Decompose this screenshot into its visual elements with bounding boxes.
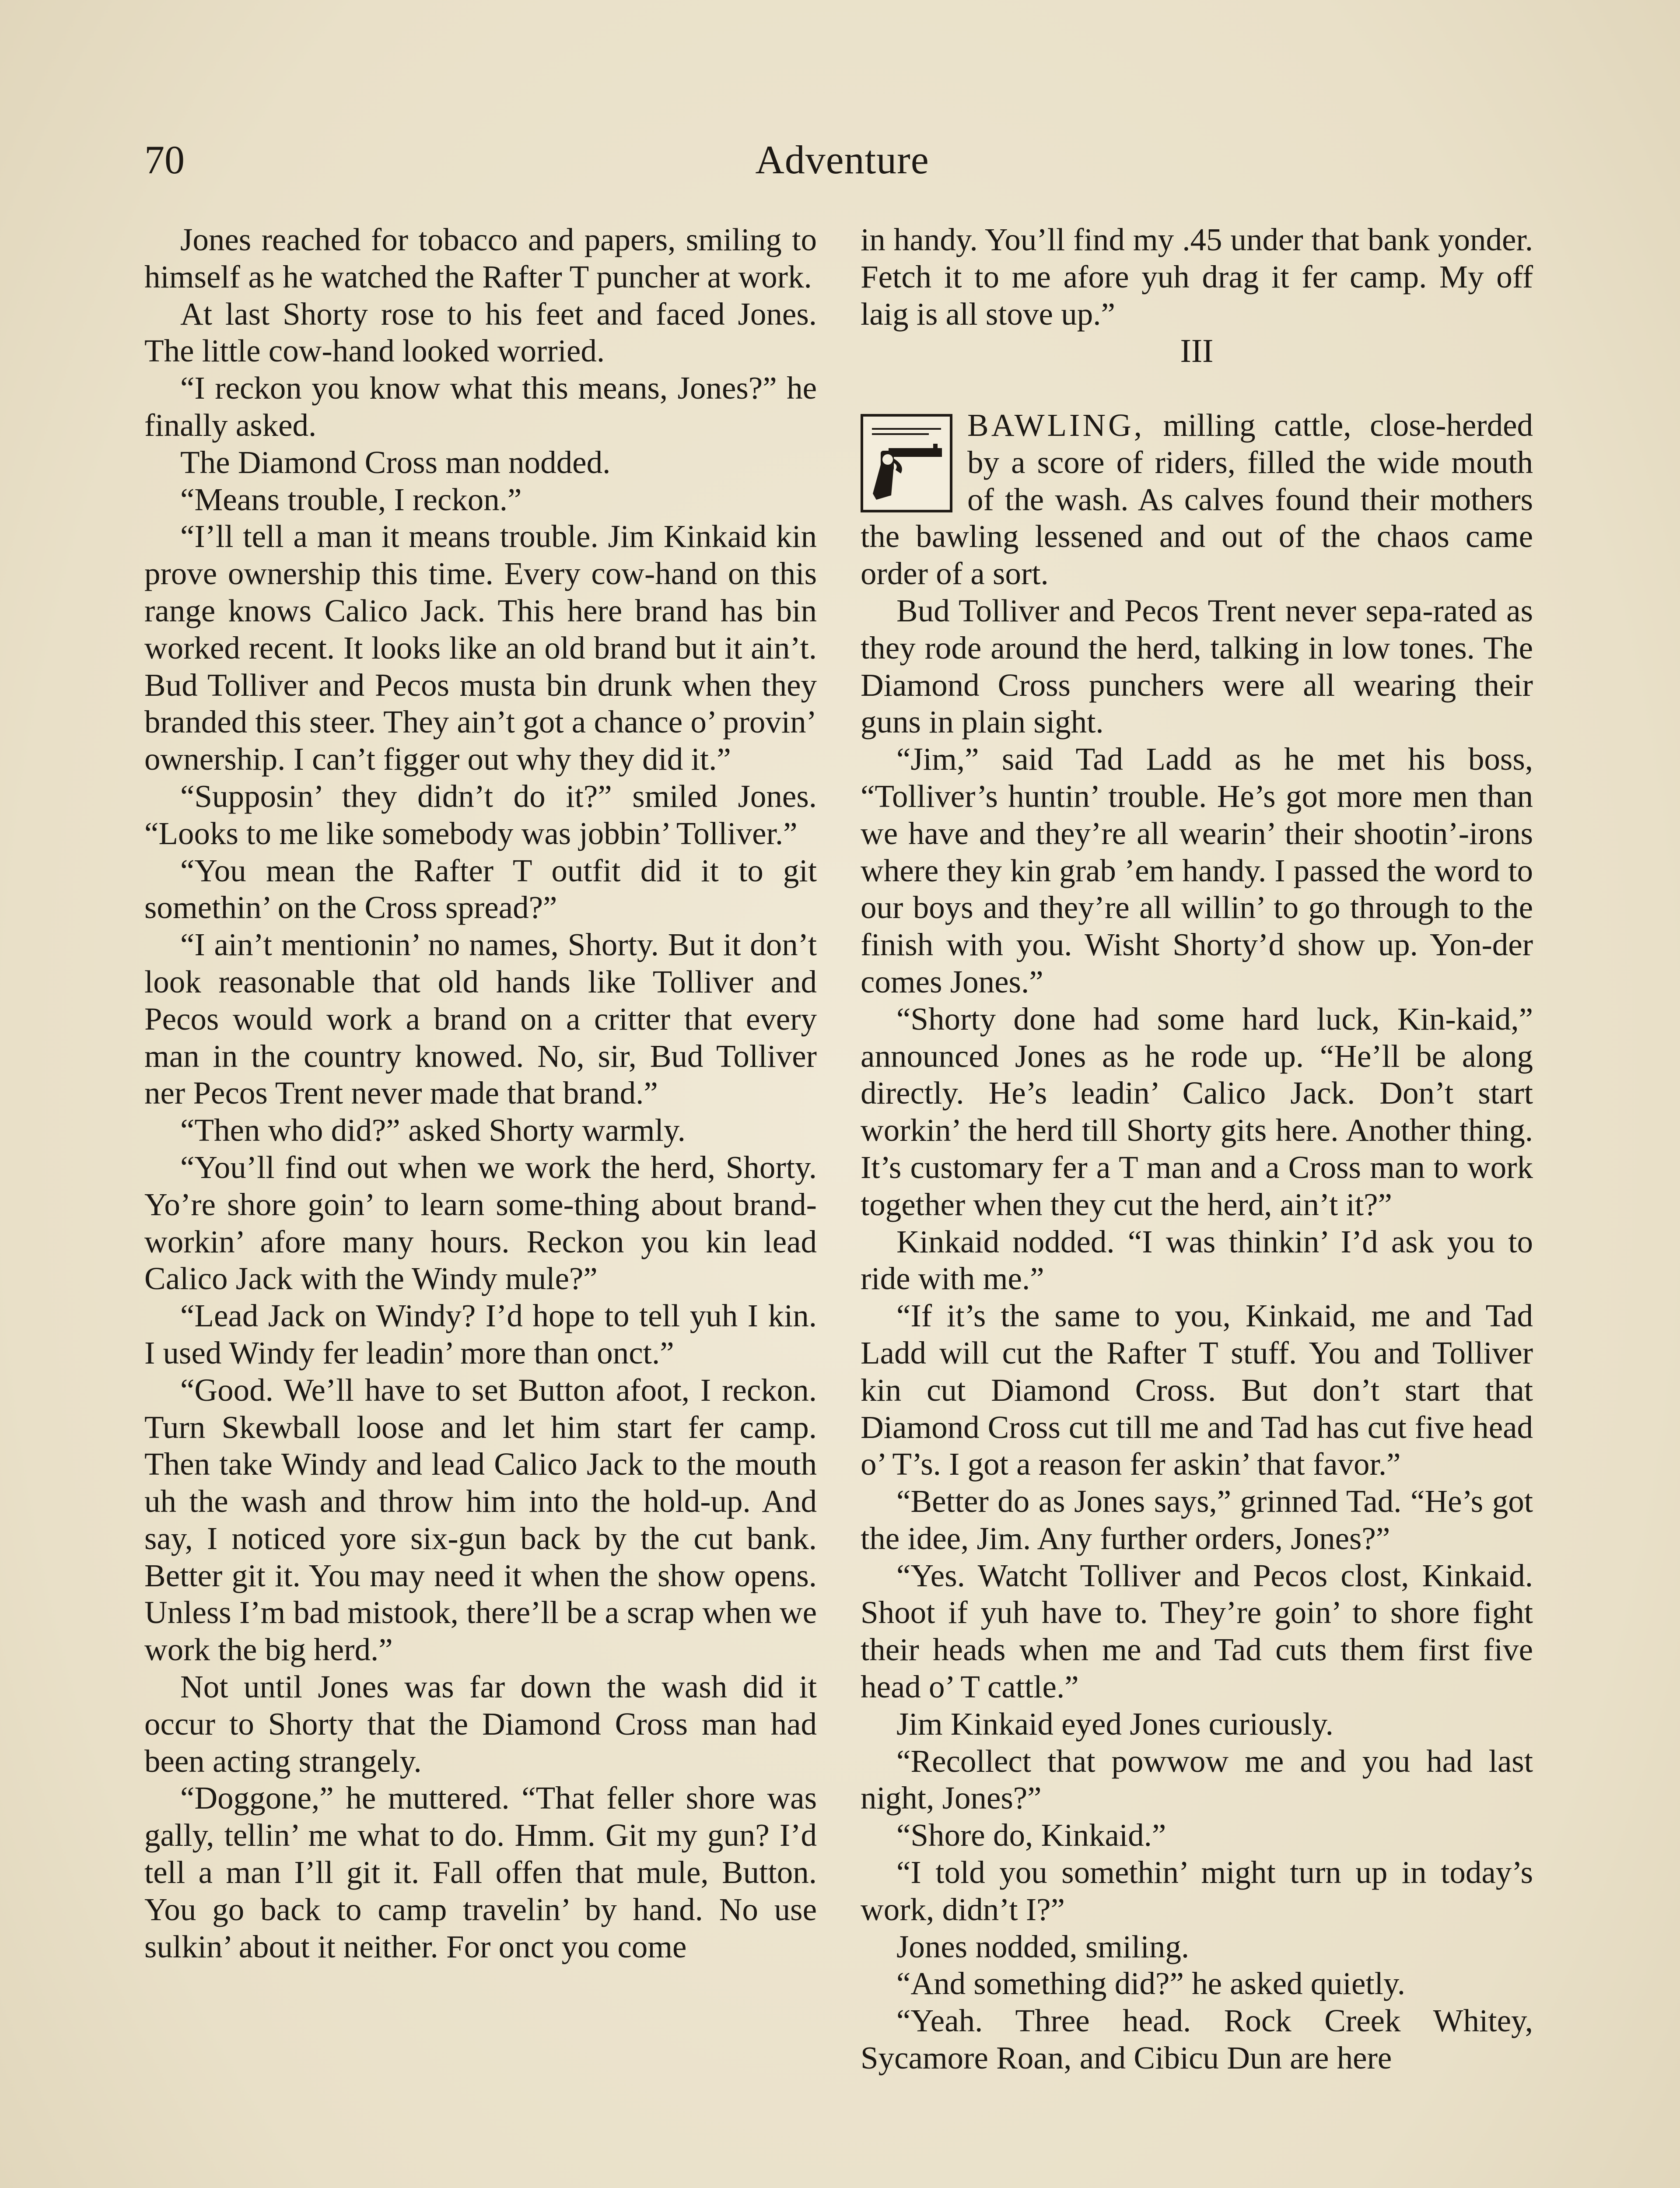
paragraph: “You mean the Rafter T outfit did it to git somethin’ on the Cross spread?”: [144, 852, 817, 926]
paragraph: “Supposin’ they didn’t do it?” smiled Jones. “Looks to me like somebody was jobbin’ Tolliver.”: [144, 778, 817, 851]
revolver-icon: [861, 414, 952, 512]
paragraph: “Recollect that powwow me and you had last night, Jones?”: [861, 1743, 1533, 1816]
paragraph: “Shorty done had some hard luck, Kin-kaid,” announced Jones as he rode up. “He’ll be along directly. He’s leadin’ Calico Jack. Don’t start workin’ the herd till Shorty gits here. Another thing. It’s customary fer a T man and a Cross man to work together when they cut the herd, ain’t it?”: [861, 1001, 1533, 1222]
paragraph: “Jim,” said Tad Ladd as he met his boss, “Tolliver’s huntin’ trouble. He’s got more men than we have and they’re all wearin’ their shootin’-irons where they kin grab ’em handy. I passed the word to our boys and they’re all willin’ to go through to the finish with you. Wisht Shorty’d show up. Yon-der comes Jones.”: [861, 741, 1533, 999]
paragraph: “Then who did?” asked Shorty warmly.: [180, 1112, 686, 1148]
paragraph: Jones nodded, smiling.: [896, 1929, 1190, 1964]
paragraph: “I ain’t mentionin’ no names, Shorty. But it don’t look reasonable that old hands like Tolliver and Pecos would work a brand on a critter that every man in the country knowed. No, sir, Bud Tolliver ner Pecos Trent never made that brand.”: [144, 927, 817, 1111]
paragraph: “Lead Jack on Windy? I’d hope to tell yuh I kin. I used Windy fer leadin’ more than onct.”: [144, 1298, 817, 1371]
page-number: 70: [144, 137, 185, 182]
paragraph: “Better do as Jones says,” grinned Tad. “He’s got the idee, Jim. Any further orders, Jones?”: [861, 1483, 1533, 1556]
paragraph: Jones reached for tobacco and papers, smiling to himself as he watched the Rafter T puncher at work.: [144, 222, 817, 295]
left-column: [144, 221, 817, 1965]
paragraph: “I’ll tell a man it means trouble. Jim Kinkaid kin prove ownership this time. Every cow-hand on this range knows Calico Jack. This here brand has bin worked recent. It looks like an old brand but it ain’t. Bud Tolliver and Pecos musta bin drunk when they branded this steer. They ain’t got a chance o’ provin’ ownership. I can’t figger out why they did it.”: [144, 519, 817, 777]
paragraph: “You’ll find out when we work the herd, Shorty. Yo’re shore goin’ to learn some-thing about brand-workin’ afore many hours. Reckon you kin lead Calico Jack with the Windy mule?”: [144, 1149, 817, 1297]
paragraph: “Shore do, Kinkaid.”: [896, 1817, 1166, 1853]
paragraph: “Means trouble, I reckon.”: [180, 481, 522, 517]
paragraph: The Diamond Cross man nodded.: [180, 444, 611, 480]
dropcap-lead-word: BAWLING,: [967, 407, 1145, 443]
continuation-paragraph: in handy. You’ll find my .45 under that bank yonder. Fetch it to me afore yuh drag it fer camp. My off laig is all stove up.”: [861, 222, 1533, 332]
opening-text: milling cattle, close-herded by a score of riders, filled the wide mouth of the wash. As calves found their mothers the bawling lessened and out of the chaos came order of a sort.: [861, 407, 1533, 592]
paragraph: Jim Kinkaid eyed Jones curiously.: [896, 1706, 1334, 1742]
paragraph: “And something did?” he asked quietly.: [896, 1966, 1405, 2002]
section-numeral: III: [1180, 333, 1214, 370]
paragraph: “I told you somethin’ might turn up in today’s work, didn’t I?”: [861, 1855, 1533, 1927]
paragraph: Bud Tolliver and Pecos Trent never sepa-rated as they rode around the herd, talking in low tones. The Diamond Cross punchers were all wearing their guns in plain sight.: [861, 593, 1533, 740]
paragraph: “Yeah. Three head. Rock Creek Whitey, Sycamore Roan, and Cibicu Dun are here: [861, 2003, 1533, 2076]
paragraph: Kinkaid nodded. “I was thinkin’ I’d ask you to ride with me.”: [861, 1224, 1533, 1297]
paragraph: “If it’s the same to you, Kinkaid, me and Tad Ladd will cut the Rafter T stuff. You and Tolliver kin cut Diamond Cross. But don’t start that Diamond Cross cut till me and Tad has cut five head o’ T’s. I got a reason fer askin’ that favor.”: [861, 1298, 1533, 1482]
paragraph: “Good. We’ll have to set Button afoot, I reckon. Turn Skewball loose and let him start fer camp. Then take Windy and lead Calico Jack to the mouth uh the wash and throw him into the hold-up. And say, I noticed yore six-gun back by the cut bank. Better git it. You may need it when the show opens. Unless I’m bad mistook, there’ll be a scrap when we work the big herd.”: [144, 1372, 817, 1668]
paragraph: “Yes. Watcht Tolliver and Pecos clost, Kinkaid. Shoot if yuh have to. They’re goin’ to shore fight their heads when me and Tad cuts them first five head o’ T cattle.”: [861, 1557, 1533, 1705]
paragraph: “Doggone,” he muttered. “That feller shore was gally, tellin’ me what to do. Hmm. Git my gun? I’d tell a man I’ll git it. Fall offen that mule, Button. You go back to camp travelin’ by hand. No use sulkin’ about it neither. For onct you come: [144, 1780, 817, 1964]
right-column: [861, 221, 1533, 2077]
paragraph: At last Shorty rose to his feet and faced Jones. The little cow-hand looked worried.: [144, 296, 817, 369]
page-header: [144, 131, 1540, 188]
running-title: Adventure: [755, 137, 929, 182]
paragraph: “I reckon you know what this means, Jones?” he finally asked.: [144, 370, 817, 443]
paragraph: Not until Jones was far down the wash did it occur to Shorty that the Diamond Cross man had been acting strangely.: [144, 1669, 817, 1779]
opening-paragraph: [861, 407, 1533, 593]
